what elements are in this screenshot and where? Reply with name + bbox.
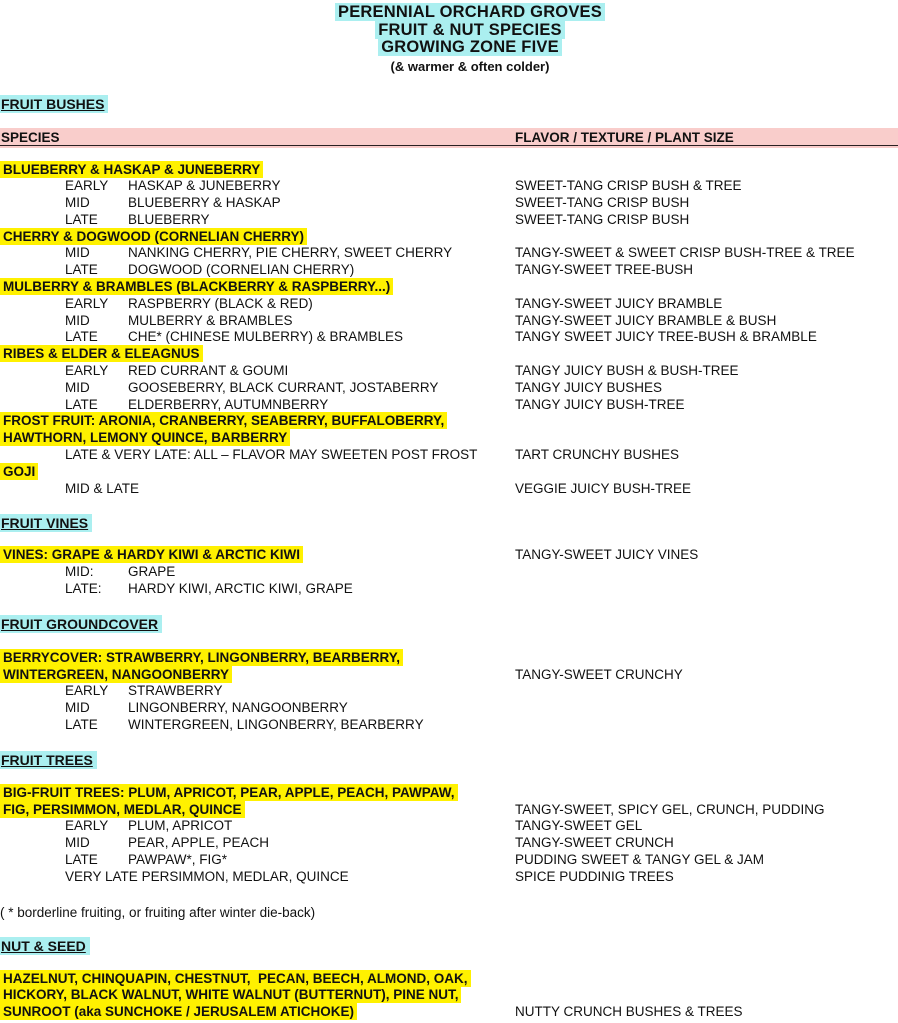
document-title (21, 4, 898, 75)
title-line (21, 22, 898, 40)
flavor-cell: PUDDING SWEET & TANGY GEL & JAM (515, 852, 765, 867)
group-title (0, 785, 898, 802)
group-frost-fruit (0, 413, 898, 463)
species-cell: RED CURRANT & GOUMI (128, 363, 289, 379)
group-title (0, 464, 898, 481)
timing-cell: MID (65, 245, 90, 261)
group-berrycover (0, 650, 898, 734)
group-title (0, 162, 898, 179)
flavor-cell: TANGY-SWEET GEL (515, 818, 643, 834)
flavor-cell: TART CRUNCHY BUSHES (515, 447, 680, 463)
group-title-text: VINES: GRAPE & HARDY KIWI & ARCTIC KIWI (0, 546, 303, 563)
fruit-bushes-groups (0, 162, 898, 498)
species-cell: PAWPAW*, FIG* (128, 852, 228, 867)
group-title-text: BERRYCOVER: STRAWBERRY, LINGONBERRY, BEARBERRY, (0, 649, 403, 666)
timing-cell: VERY LATE (65, 868, 138, 884)
group-title (0, 346, 898, 363)
group-goji (0, 464, 898, 498)
table-row (0, 818, 898, 835)
group-flavor-cell: TANGY-SWEET, SPICY GEL, CRUNCH, PUDDING (515, 801, 825, 817)
flavor-cell: TANGY JUICY BUSHES (515, 379, 663, 395)
title-line (21, 39, 898, 57)
group-blueberry (0, 162, 898, 229)
group-title (0, 430, 898, 447)
group-title-text: GOJI (0, 463, 38, 480)
group-ribes (0, 346, 898, 413)
timing-cell: EARLY (65, 178, 109, 194)
column-header-species: SPECIES (1, 129, 60, 145)
timing-cell: MID (65, 195, 90, 211)
group-flavor-cell: TANGY-SWEET CRUNCHY (515, 666, 683, 682)
flavor-cell: SWEET-TANG CRISP BUSH (515, 195, 690, 211)
timing-cell: LATE (65, 396, 98, 412)
table-row (0, 397, 898, 414)
section-heading-nut-seed (0, 937, 898, 955)
table-row (0, 581, 898, 598)
timing-cell: MID & LATE (65, 480, 140, 496)
timing-cell: LATE (65, 262, 98, 278)
group-title (0, 229, 898, 246)
timing-cell: LATE (65, 329, 98, 345)
species-cell: WINTERGREEN, LINGONBERRY, BEARBERRY (128, 717, 424, 733)
species-cell: DOGWOOD (CORNELIAN CHERRY) (128, 262, 355, 278)
flavor-cell: SPICE PUDDINIG TREES (515, 868, 674, 884)
group-title-text: FIG, PERSIMMON, MEDLAR, QUINCE (0, 801, 245, 818)
group-title-text: HICKORY, BLACK WALNUT, WHITE WALNUT (BUTTERNUT), PINE NUT, (0, 986, 461, 1003)
section-heading-text: FRUIT VINES (0, 514, 92, 532)
timing-cell: MID (65, 312, 90, 328)
species-cell: BLUEBERRY & HASKAP (128, 195, 281, 211)
table-row (0, 363, 898, 380)
table-row (0, 296, 898, 313)
species-cell: PERSIMMON, MEDLAR, QUINCE (141, 868, 349, 884)
table-row (0, 212, 898, 229)
group-title (0, 547, 898, 564)
section-heading-fruit-vines (0, 514, 898, 532)
table-header-row (0, 128, 898, 148)
group-title (0, 413, 898, 430)
timing-cell: EARLY (65, 818, 109, 834)
timing-cell: EARLY (65, 295, 109, 311)
table-row (0, 481, 898, 498)
table-row (0, 852, 898, 869)
flavor-cell: SWEET-TANG CRISP BUSH & TREE (515, 178, 742, 194)
species-cell: GRAPE (128, 564, 176, 580)
timing-cell: MID (65, 835, 90, 851)
group-title (0, 667, 898, 684)
species-cell: LINGONBERRY, NANGOONBERRY (128, 700, 348, 716)
group-title (0, 1004, 898, 1021)
section-heading-text: FRUIT GROUNDCOVER (0, 615, 162, 633)
table-row (0, 869, 898, 886)
flavor-cell: TANGY-SWEET CRUNCH (515, 835, 674, 851)
section-heading-fruit-trees (0, 751, 898, 769)
group-title-text: CHERRY & DOGWOOD (CORNELIAN CHERRY) (0, 228, 307, 245)
table-row (0, 700, 898, 717)
species-cell: NANKING CHERRY, PIE CHERRY, SWEET CHERRY (128, 245, 453, 261)
group-title-text: HAWTHORN, LEMONY QUINCE, BARBERRY (0, 429, 290, 446)
column-header-flavor: FLAVOR / TEXTURE / PLANT SIZE (515, 129, 734, 145)
flavor-cell: TANGY-SWEET TREE-BUSH (515, 262, 694, 278)
section-heading-text: NUT & SEED (0, 937, 90, 955)
group-title (0, 279, 898, 296)
timing-cell: EARLY (65, 363, 109, 379)
group-title-text: MULBERRY & BRAMBLES (BLACKBERRY & RASPBERRY...) (0, 278, 393, 295)
group-title-text: FROST FRUIT: ARONIA, CRANBERRY, SEABERRY, BUFFALOBERRY, (0, 412, 447, 429)
group-cherry (0, 229, 898, 279)
section-heading-fruit-groundcover (0, 615, 898, 633)
species-cell: STRAWBERRY (128, 683, 223, 699)
table-row (0, 178, 898, 195)
title-line (21, 4, 898, 22)
table-row (0, 262, 898, 279)
flavor-cell: TANGY-SWEET & SWEET CRISP BUSH-TREE & TREE (515, 245, 855, 261)
table-row (0, 717, 898, 734)
title-subtitle: (& warmer & often colder) (390, 58, 550, 74)
group-title-text: SUNROOT (aka SUNCHOKE / JERUSALEM ATICHOKE) (0, 1003, 357, 1020)
group-flavor-cell: TANGY-SWEET JUICY VINES (515, 547, 699, 563)
table-row (0, 447, 898, 464)
table-row (0, 245, 898, 262)
table-row (0, 835, 898, 852)
timing-cell: EARLY (65, 683, 109, 699)
species-cell: HARDY KIWI, ARCTIC KIWI, GRAPE (128, 581, 353, 597)
species-cell: MULBERRY & BRAMBLES (128, 312, 293, 328)
flavor-cell: TANGY JUICY BUSH & BUSH-TREE (515, 363, 739, 379)
timing-cell: MID (65, 700, 90, 716)
group-nuts (0, 971, 898, 1021)
timing-cell: MID: (65, 564, 94, 580)
section-heading-text: FRUIT BUSHES (0, 95, 108, 113)
timing-wide-cell: LATE & VERY LATE: ALL – FLAVOR MAY SWEETEN POST FROST (65, 447, 478, 463)
flavor-cell: TANGY JUICY BUSH-TREE (515, 396, 685, 412)
timing-cell: LATE (65, 211, 98, 227)
title-text-1: PERENNIAL ORCHARD GROVES (335, 3, 605, 21)
flavor-cell: SWEET-TANG CRISP BUSH (515, 211, 690, 227)
species-cell: PLUM, APRICOT (128, 818, 233, 834)
group-title (0, 971, 898, 988)
group-mulberry (0, 279, 898, 346)
timing-cell: LATE (65, 717, 98, 733)
footnote: ( * borderline fruiting, or fruiting after winter die-back) (0, 904, 316, 920)
table-row (0, 329, 898, 346)
group-title (0, 987, 898, 1004)
title-text-2: FRUIT & NUT SPECIES (375, 21, 564, 39)
species-cell: GOOSEBERRY, BLACK CURRANT, JOSTABERRY (128, 379, 439, 395)
header-rule (0, 145, 898, 146)
timing-cell: LATE (65, 852, 98, 867)
group-title-text: RIBES & ELDER & ELEAGNUS (0, 345, 203, 362)
timing-cell: LATE: (65, 581, 102, 597)
group-title-text: BIG-FRUIT TREES: PLUM, APRICOT, PEAR, APPLE, PEACH, PAWPAW, (0, 784, 458, 801)
group-title (0, 802, 898, 819)
species-cell: RASPBERRY (BLACK & RED) (128, 295, 313, 311)
flavor-cell: VEGGIE JUICY BUSH-TREE (515, 480, 692, 496)
species-cell: CHE* (CHINESE MULBERRY) & BRAMBLES (128, 329, 404, 345)
group-big-fruit-trees (0, 785, 898, 886)
group-title-text: HAZELNUT, CHINQUAPIN, CHESTNUT, PECAN, BEECH, ALMOND, OAK, (0, 970, 471, 987)
species-cell: ELDERBERRY, AUTUMNBERRY (128, 396, 329, 412)
table-row (0, 195, 898, 212)
species-cell: BLUEBERRY (128, 211, 210, 227)
group-title (0, 650, 898, 667)
table-row (0, 313, 898, 330)
flavor-cell: TANGY-SWEET JUICY BRAMBLE & BUSH (515, 312, 777, 328)
flavor-cell: TANGY-SWEET JUICY BRAMBLE (515, 295, 723, 311)
table-row (0, 564, 898, 581)
group-vines (0, 547, 898, 597)
timing-cell: MID (65, 379, 90, 395)
group-title-text: WINTERGREEN, NANGOONBERRY (0, 666, 232, 683)
title-text-3: GROWING ZONE FIVE (378, 38, 562, 56)
group-flavor-cell: NUTTY CRUNCH BUSHES & TREES (515, 1004, 743, 1020)
flavor-cell: TANGY SWEET JUICY TREE-BUSH & BRAMBLE (515, 329, 817, 345)
section-heading-fruit-bushes (0, 95, 898, 113)
table-row (0, 683, 898, 700)
group-title-text: BLUEBERRY & HASKAP & JUNEBERRY (0, 161, 263, 178)
species-cell: PEAR, APPLE, PEACH (128, 835, 270, 851)
table-row (0, 380, 898, 397)
section-heading-text: FRUIT TREES (0, 751, 97, 769)
species-cell: HASKAP & JUNEBERRY (128, 178, 281, 194)
